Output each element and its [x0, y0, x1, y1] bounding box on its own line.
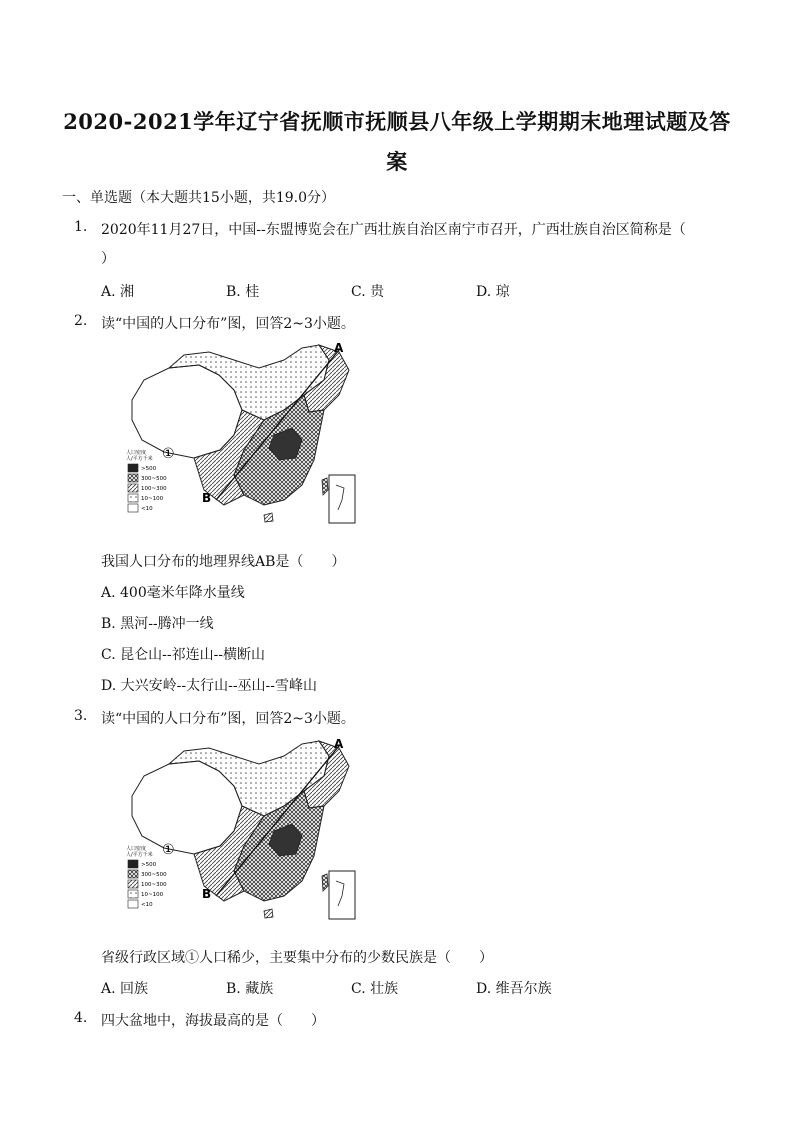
- q2-option-d: D. 大兴安岭--太行山--巫山--雪峰山: [101, 678, 318, 694]
- question-number-4: 4.: [74, 1010, 88, 1026]
- china-population-map-2: [124, 736, 364, 926]
- legend-item-4: 10~100: [141, 496, 164, 502]
- legend-item-2: 300~500: [141, 872, 167, 878]
- legend-item-4: 10~100: [141, 892, 164, 898]
- q2-option-a: A. 400毫米年降水量线: [101, 585, 245, 601]
- question-2-intro: 读“中国的人口分布”图，回答2~3小题。: [101, 316, 355, 332]
- map-label-region: ①: [162, 842, 175, 858]
- legend-title: 人口密度: [126, 846, 147, 852]
- legend-item-5: <10: [141, 506, 153, 512]
- q3-option-c: C. 壮族: [351, 981, 399, 997]
- question-3-intro: 读“中国的人口分布”图，回答2~3小题。: [101, 711, 355, 727]
- question-4-text: 四大盆地中，海拔最高的是（ ）: [101, 1013, 325, 1029]
- question-number-1: 1.: [74, 219, 88, 235]
- q1-option-d: D. 琼: [476, 284, 510, 300]
- map-label-a: A: [334, 341, 344, 355]
- legend-item-5: <10: [141, 902, 153, 908]
- question-number-3: 3.: [74, 708, 88, 724]
- q1-option-b: B. 桂: [226, 284, 260, 300]
- map-label-b: B: [202, 491, 212, 505]
- legend-item-1: >500: [141, 466, 157, 472]
- question-1-text-cont: ）: [101, 251, 115, 267]
- question-3-text: 省级行政区域①人口稀少，主要集中分布的少数民族是（ ）: [101, 950, 493, 966]
- question-2-text: 我国人口分布的地理界线AB是（ ）: [101, 554, 346, 570]
- q3-option-d: D. 维吾尔族: [476, 981, 552, 997]
- q2-option-b: B. 黑河--腾冲一线: [101, 616, 214, 632]
- document-title-line1: 2020-2021学年辽宁省抚顺市抚顺县八年级上学期期末地理试题及答: [63, 109, 731, 134]
- legend-item-3: 100~300: [141, 486, 167, 492]
- q3-option-b: B. 藏族: [226, 981, 274, 997]
- map-graphic: [124, 736, 364, 926]
- map-graphic: [124, 340, 364, 530]
- legend-unit: 人/平方千米: [126, 456, 153, 462]
- legend-item-1: >500: [141, 862, 157, 868]
- map-label-region: ①: [162, 446, 175, 462]
- q2-option-c: C. 昆仑山--祁连山--横断山: [101, 647, 266, 663]
- map-label-a: A: [334, 737, 344, 751]
- legend-unit: 人/平方千米: [126, 852, 153, 858]
- document-title-line2: 案: [386, 149, 408, 174]
- q1-option-c: C. 贵: [351, 284, 385, 300]
- map-label-b: B: [202, 887, 212, 901]
- q3-option-a: A. 回族: [101, 981, 149, 997]
- legend-item-2: 300~500: [141, 476, 167, 482]
- section-heading: 一、单选题（本大题共15小题，共19.0分）: [62, 190, 335, 206]
- legend-title: 人口密度: [126, 450, 147, 456]
- q1-option-a: A. 湘: [101, 284, 135, 300]
- china-population-map-1: [124, 340, 364, 530]
- legend-item-3: 100~300: [141, 882, 167, 888]
- question-number-2: 2.: [74, 313, 88, 329]
- question-1-text: 2020年11月27日，中国--东盟博览会在广西壮族自治区南宁市召开，广西壮族自治区简称是（: [101, 222, 686, 238]
